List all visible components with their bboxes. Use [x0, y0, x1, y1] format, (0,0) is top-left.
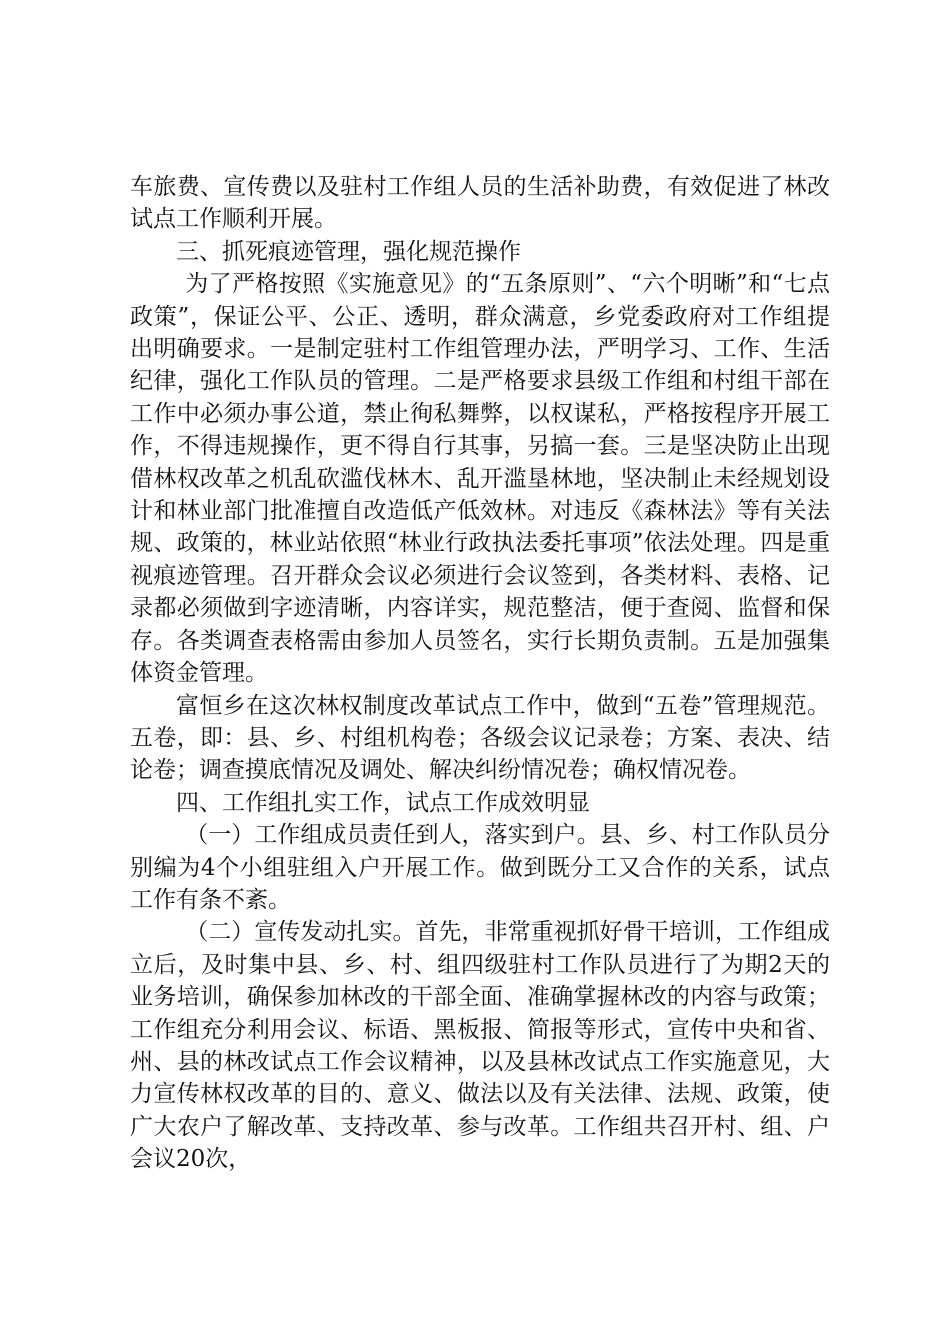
paragraph-trace-management: 为了严格按照《实施意见》的“五条原则”、“六个明晰”和“七点政策”，保证公平、公正、透明，群众满意，乡党委政府对工作组提出明确要求。一是制定驻村工作组管理办法，严明学习、工作、生活纪律，强化工作队员的管理。二是严格要求县级工作组和村组干部在工作中必须办事公道，禁止徇私舞弊，以权谋私，严格按程序开展工作，不得违规操作，更不得自行其事，另搞一套。三是坚决防止出现借林权改革之机乱砍滥伐林木、乱开滥垦林地，坚决制止未经规划设计和林业部门批准擅自改造低产低效林。对违反《森林法》等有关法规、政策的，林业站依照“林业行政执法委托事项”依法处理。四是重视痕迹管理。召开群众会议必须进行会议签到，各类材料、表格、记录都必须做到字迹清晰，内容详实，规范整洁，便于查阅、监督和保存。各类调查表格需由参加人员签名，实行长期负责制。五是加强集体资金管理。	[130, 271, 830, 687]
paragraph-item-1: （一）工作组成员责任到人，落实到户。县、乡、村工作队员分别编为4个小组驻组入户开展工作。做到既分工又合作的关系，试点工作有条不紊。	[130, 822, 830, 913]
paragraph-five-volumes: 富恒乡在这次林权制度改革试点工作中，做到“五卷”管理规范。五卷，即：县、乡、村组机构卷；各级会议记录卷；方案、表决、结论卷；调查摸底情况及调处、解决纠纷情况卷；确权情况卷。	[130, 692, 830, 784]
paragraph-item-2: （二）宣传发动扎实。首先，非常重视抓好骨干培训，工作组成立后，及时集中县、乡、村、组四级驻村工作队员进行了为期2天的业务培训，确保参加林改的干部全面、准确掌握林改的内容与政策；工作组充分利用会议、标语、黑板报、简报等形式，宣传中央和省、州、县的林改试点工作会议精神，以及县林改试点工作实施意见，大力宣传林权改革的目的、意义、做法以及有关法律、法规、政策，使广大农户了解改革、支持改革、参与改革。工作组共召开村、组、户会议20次，	[130, 919, 830, 1173]
document-page	[130, 171, 830, 1176]
section-heading-3: 三、抓死痕迹管理，强化规范操作	[176, 238, 521, 265]
paragraph-continued: 车旅费、宣传费以及驻村工作组人员的生活补助费，有效促进了林改试点工作顺利开展。	[130, 174, 830, 233]
section-heading-4: 四、工作组扎实工作，试点工作成效明显	[176, 789, 590, 816]
